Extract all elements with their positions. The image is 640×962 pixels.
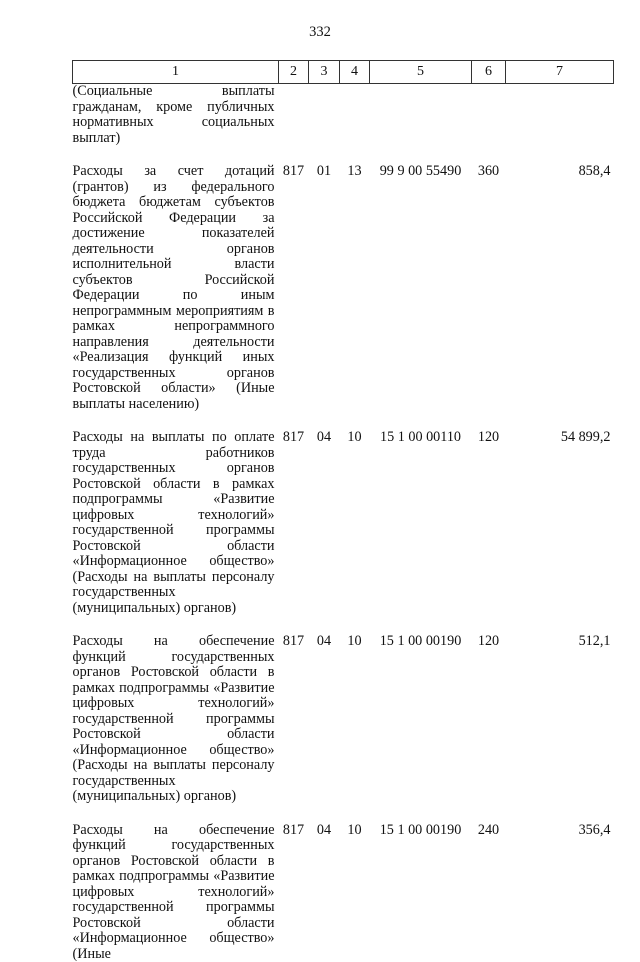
- row-amount: 54 899,2: [506, 430, 614, 616]
- row-ministry-code: 817: [279, 430, 309, 616]
- budget-table: [72, 60, 614, 962]
- table-header-row: [73, 61, 614, 84]
- header-col-3: 3: [309, 61, 340, 84]
- row-subsection-code: 10: [340, 634, 370, 805]
- row-description: Расходы на обеспечение функций государственных органов Ростовской области в рамках подпрограммы «Развитие цифровых технологий» государственной программы Ростовской области «Информационное общество» (Расходы на выплаты персоналу государственных (муниципальных) органов): [73, 634, 279, 805]
- header-col-7: 7: [506, 61, 614, 84]
- header-col-4: 4: [340, 61, 370, 84]
- row-subsection-code: 10: [340, 823, 370, 962]
- row-expense-type: 240: [472, 823, 506, 962]
- row-amount: 512,1: [506, 634, 614, 805]
- row-target-article: 15 1 00 00190: [370, 823, 472, 962]
- row-amount: 356,4: [506, 823, 614, 962]
- row-target-article: [370, 84, 472, 147]
- row-description: Расходы за счет дотаций (грантов) из федерального бюджета бюджетам субъектов Российской Федерации за достижение показателей деятельности органов исполнительной власти субъектов Российской Федерации по иным непрограммным мероприятиям в рамках непрограммного направления деятельности «Реализация функций иных государственных органов Ростовской области» (Иные выплаты населению): [73, 164, 279, 412]
- row-ministry-code: 817: [279, 823, 309, 962]
- table-row: [73, 634, 614, 805]
- header-col-5: 5: [370, 61, 472, 84]
- row-subsection-code: [340, 84, 370, 147]
- row-amount: [506, 84, 614, 147]
- page-number: 332: [0, 24, 640, 41]
- row-amount: 858,4: [506, 164, 614, 412]
- row-description: (Социальные выплаты гражданам, кроме публичных нормативных социальных выплат): [73, 84, 279, 147]
- row-section-code: 04: [309, 430, 340, 616]
- row-target-article: 99 9 00 55490: [370, 164, 472, 412]
- header-col-2: 2: [279, 61, 309, 84]
- row-target-article: 15 1 00 00110: [370, 430, 472, 616]
- header-col-1: 1: [73, 61, 279, 84]
- row-ministry-code: 817: [279, 634, 309, 805]
- row-subsection-code: 13: [340, 164, 370, 412]
- table-row: [73, 823, 614, 962]
- row-spacer: [73, 616, 614, 634]
- row-spacer: [73, 146, 614, 164]
- row-expense-type: 120: [472, 634, 506, 805]
- row-section-code: 01: [309, 164, 340, 412]
- row-spacer: [73, 412, 614, 430]
- row-description: Расходы на выплаты по оплате труда работников государственных органов Ростовской области в рамках подпрограммы «Развитие цифровых технологий» государственной программы Ростовской области «Информационное общество» (Расходы на выплаты персоналу государственных (муниципальных) органов): [73, 430, 279, 616]
- row-section-code: [309, 84, 340, 147]
- row-target-article: 15 1 00 00190: [370, 634, 472, 805]
- row-spacer: [73, 805, 614, 823]
- row-ministry-code: 817: [279, 164, 309, 412]
- header-col-6: 6: [472, 61, 506, 84]
- table-row: [73, 84, 614, 147]
- row-expense-type: 360: [472, 164, 506, 412]
- row-expense-type: [472, 84, 506, 147]
- row-section-code: 04: [309, 823, 340, 962]
- table-row: [73, 164, 614, 412]
- row-section-code: 04: [309, 634, 340, 805]
- row-subsection-code: 10: [340, 430, 370, 616]
- row-description: Расходы на обеспечение функций государственных органов Ростовской области в рамках подпрограммы «Развитие цифровых технологий» государственной программы Ростовской области «Информационное общество» (Иные: [73, 823, 279, 962]
- table-row: [73, 430, 614, 616]
- row-expense-type: 120: [472, 430, 506, 616]
- row-ministry-code: [279, 84, 309, 147]
